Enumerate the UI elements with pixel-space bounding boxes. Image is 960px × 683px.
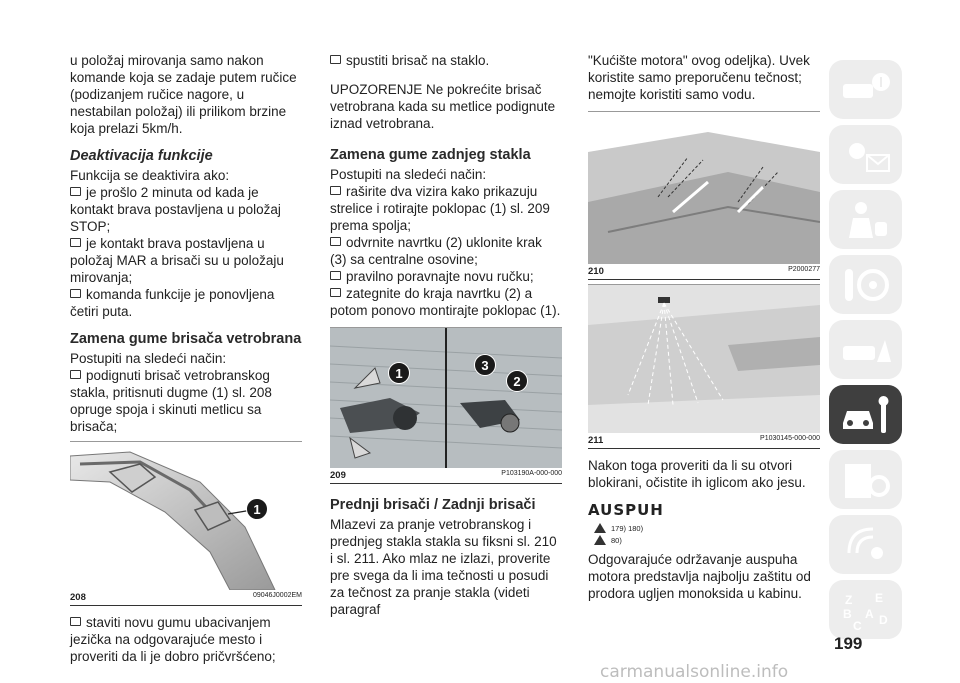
caution-reference: 80) xyxy=(594,535,820,545)
sidebar-item-driving[interactable] xyxy=(829,255,902,314)
paragraph: Funkcija se deaktivira ako: xyxy=(70,168,230,183)
figure-209 xyxy=(330,327,562,468)
paragraph: u položaj mirovanja samo nakon komande koja se zadaje putem ručice (podizanjem ručice nagore, u nestabilan položaj) ili prilikom brzine koja prelazi 5km/h. xyxy=(70,53,297,136)
svg-text:A: A xyxy=(864,606,874,621)
callout-3: 3 xyxy=(474,354,496,376)
callout-1: 1 xyxy=(246,498,268,520)
driving-icon xyxy=(839,263,893,307)
bullet-icon xyxy=(330,271,341,280)
column-2 xyxy=(330,52,562,618)
paragraph: Odgovarajuće održavanje auspuha motora predstavlja najbolju zaštitu od prodora ugljen monoksida u kabinu. xyxy=(588,552,811,601)
sidebar-item-multimedia[interactable] xyxy=(829,515,902,574)
list-item: raširite dva vizira kako prikazuju strelice i rotirajte poklopac (1) sl. 209 prema spolja; xyxy=(330,184,550,233)
figure-caption: 211 P1030145-000-000 xyxy=(588,433,820,449)
bullet-icon xyxy=(330,186,341,195)
rear-washer-illustration xyxy=(588,285,820,433)
figure-208 xyxy=(70,441,302,590)
bullet-icon xyxy=(70,617,81,626)
callout-1: 1 xyxy=(388,362,410,384)
multimedia-icon xyxy=(839,523,893,567)
figure-caption: 208 09046J0002EM xyxy=(70,590,302,606)
car-info-icon xyxy=(839,68,893,112)
list-item: komanda funkcije je ponovljena četiri puta. xyxy=(70,287,275,319)
heading-rear-wiper: Zamena gume zadnjeg stakla xyxy=(330,147,531,163)
bullet-icon xyxy=(330,237,341,246)
sidebar-item-index[interactable] xyxy=(829,580,902,639)
heading-deactivation: Deaktivacija funkcije xyxy=(70,148,213,164)
callout-2: 2 xyxy=(506,370,528,392)
sidebar-item-technical-data[interactable] xyxy=(829,450,902,509)
paragraph: Postupiti na sledeći način: xyxy=(330,167,487,182)
emergency-icon xyxy=(839,328,893,372)
warning-reference: 179) 180) xyxy=(594,523,820,533)
column-3 xyxy=(588,52,820,602)
chapter-sidebar xyxy=(829,60,902,645)
maintenance-icon xyxy=(839,393,893,437)
car-hood-illustration xyxy=(588,112,820,264)
list-item: podignuti brisač vetrobranskog stakla, pritisnuti dugme (1) sl. 208 opruge spoja i skinuti metlicu sa brisača; xyxy=(70,368,272,434)
sidebar-item-safety[interactable] xyxy=(829,190,902,249)
bullet-icon xyxy=(330,55,341,64)
svg-text:D: D xyxy=(878,612,888,627)
sidebar-item-warning-lights[interactable] xyxy=(829,125,902,184)
heading-wiper-replacement: Zamena gume brisača vetrobrana xyxy=(70,331,302,347)
column-1 xyxy=(70,52,302,665)
figure-caption: 209 P103190A-000-000 xyxy=(330,468,562,484)
page-number: 199 xyxy=(834,634,863,653)
svg-text:C: C xyxy=(852,618,862,632)
warning-text: UPOZORENJE Ne pokrećite brisač vetrobrana kada su metlice podignute iznad vetrobrana. xyxy=(330,82,556,131)
heading-exhaust: AUSPUH xyxy=(588,501,664,519)
figure-210 xyxy=(588,111,820,264)
sidebar-item-car-info[interactable] xyxy=(829,60,902,119)
index-icon xyxy=(839,588,893,632)
figure-211 xyxy=(588,284,820,433)
bullet-icon xyxy=(70,289,81,298)
list-item: staviti novu gumu ubacivanjem jezička na odgovarajuće mesto i proveriti da li je dobro pričvršćeno; xyxy=(70,615,276,664)
bullet-icon xyxy=(70,370,81,379)
technical-data-icon xyxy=(839,458,893,502)
figure-caption: 210 P2000277 xyxy=(588,264,820,280)
list-item: odvrnite navrtku (2) uklonite krak (3) sa centralne osovine; xyxy=(330,235,542,267)
bullet-icon xyxy=(330,288,341,297)
svg-text:Z: Z xyxy=(844,592,852,607)
heading-washers: Prednji brisači / Zadnji brisači xyxy=(330,497,536,513)
warning-triangle-icon xyxy=(594,523,606,533)
bullet-icon xyxy=(70,187,81,196)
bullet-icon xyxy=(70,238,81,247)
paragraph: Nakon toga proveriti da li su otvori blokirani, očistite ih iglicom ako jesu. xyxy=(588,458,806,490)
svg-text:B: B xyxy=(842,606,852,621)
warning-lights-icon xyxy=(839,133,893,177)
watermark: carmanualsonline.info xyxy=(600,662,789,682)
list-item: spustiti brisač na staklo. xyxy=(330,52,562,69)
svg-text:E: E xyxy=(874,590,883,605)
list-item: je kontakt brava postavljena u položaj MAR a brisači su u položaju mirovanja; xyxy=(70,236,284,285)
paragraph: "Kućište motora" ovog odeljka). Uvek koristite samo preporučenu tečnost; nemojte koristiti samo vodu. xyxy=(588,53,810,102)
sidebar-item-emergency[interactable] xyxy=(829,320,902,379)
list-item: pravilno poravnajte novu ručku; xyxy=(330,268,562,285)
rear-wiper-illustration xyxy=(330,328,562,468)
wiper-blade-illustration xyxy=(70,442,302,590)
list-item: zategnite do kraja navrtku (2) a potom ponovo montirajte poklopac (1). xyxy=(330,286,561,318)
sidebar-item-maintenance[interactable] xyxy=(829,385,902,444)
safety-icon xyxy=(839,198,893,242)
caution-triangle-icon xyxy=(594,535,606,545)
paragraph: Postupiti na sledeći način: xyxy=(70,351,227,366)
list-item: je prošlo 2 minuta od kada je kontakt brava postavljena u položaj STOP; xyxy=(70,185,281,234)
paragraph: Mlazevi za pranje vetrobranskog i prednjeg stakla stakla su fiksni sl. 210 i sl. 211. Ako mlaz ne izlazi, proverite pre svega da li ima tečnosti u posudi za tečnost za pranje stakla (videti paragraf xyxy=(330,517,557,617)
